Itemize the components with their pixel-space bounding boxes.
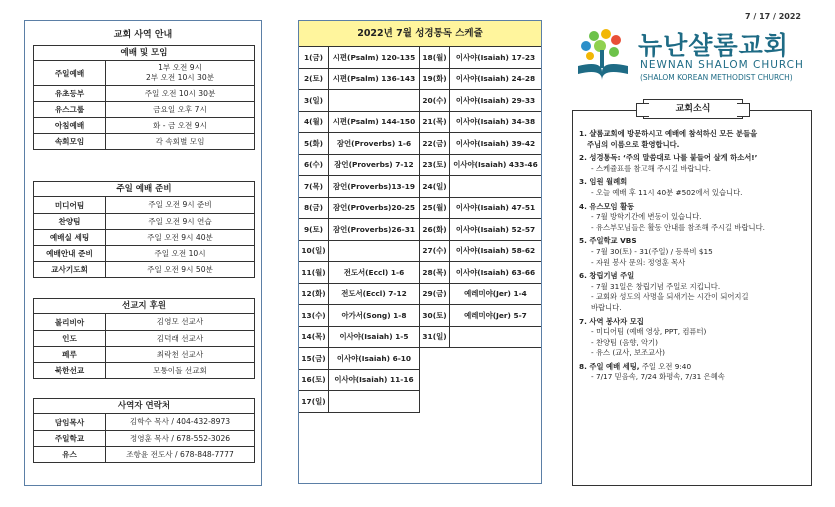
tree-book-icon [572, 26, 634, 84]
news-item-heading [579, 271, 807, 282]
info-row-value [106, 431, 254, 446]
info-section-title: 사역자 연락처 [34, 399, 254, 414]
info-row-value-line: 최락천 선교사 [156, 349, 204, 359]
news-item-heading-text: 6. 창립기념 주일 [579, 271, 635, 281]
info-row-label: 속회모임 [34, 134, 106, 149]
schedule-day: 1(금) [299, 47, 329, 68]
info-row-value [106, 447, 254, 462]
news-item-detail: - 미디어팀 (예배 영상, PPT, 컴퓨터) [591, 327, 707, 337]
news-item-heading-text: 3. 임원 월례회 [579, 177, 628, 187]
news-item-detail: - 찬양팀 (음향, 악기) [591, 337, 658, 347]
info-row-label: 교사기도회 [34, 262, 106, 277]
news-item-heading-text: 4. 유스모임 활동 [579, 201, 635, 211]
info-row-value [106, 214, 254, 229]
info-section-title: 예배 및 모임 [34, 46, 254, 61]
info-row-value-line: 1부 오전 9시 [158, 63, 202, 72]
info-section-title: 주일 예배 준비 [34, 182, 254, 197]
info-row [34, 61, 254, 85]
info-row-value-line: 정영훈 목사 / 678-552-3026 [129, 433, 231, 443]
schedule-day: 16(토) [299, 370, 329, 391]
news-item [579, 236, 807, 268]
schedule-reading: 예레미야(Jer) 5-7 [464, 310, 527, 320]
schedule-reading: 이사야(Isaiah) 52-57 [455, 224, 536, 234]
schedule-day: 12(화) [299, 284, 329, 305]
schedule-row [420, 133, 541, 155]
church-logo [572, 26, 812, 86]
news-item-heading-text: 7. 사역 봉사자 모집 [579, 316, 644, 326]
schedule-day: 13(수) [299, 305, 329, 326]
schedule-row [420, 262, 541, 284]
news-item [579, 153, 807, 174]
news-item-heading-text: 2. 성경통독: ‘주의 말씀대로 나를 붙들어 살게 하소서!’ [579, 153, 758, 163]
info-row-value [106, 230, 254, 245]
info-row-value-line: 금요일 오후 7시 [153, 104, 207, 114]
info-row [34, 414, 254, 430]
info-row-value [106, 262, 254, 277]
info-row-label: 담임목사 [34, 414, 106, 430]
info-row [34, 430, 254, 446]
schedule-day: 18(월) [420, 47, 450, 68]
info-row-value-line: 주일 오전 9시 준비 [148, 200, 212, 209]
schedule-row [299, 370, 419, 392]
info-row [34, 261, 254, 277]
schedule-reading: 이사야(Isaiah) 39-42 [455, 138, 536, 148]
news-item [579, 271, 807, 313]
news-item-heading-text: 1. 샬롬교회에 방문하시고 예배에 참석하신 모든 분들을 [579, 129, 758, 138]
info-row-value-line: 김덕래 선교사 [156, 333, 204, 343]
schedule-row [420, 176, 541, 198]
news-item-heading [579, 153, 807, 164]
schedule-row [420, 327, 541, 349]
info-row-value-line: 화 - 금 오전 9시 [153, 120, 207, 130]
schedule-day: 30(토) [420, 305, 450, 326]
schedule-day: 23(토) [420, 155, 450, 176]
news-item [579, 362, 807, 383]
schedule-reading: 아가서(Song) 1-8 [341, 310, 407, 320]
schedule-row [299, 112, 419, 134]
news-item-detail: - 7/17 믿음속, 7/24 화평속, 7/31 은혜속 [591, 372, 725, 382]
schedule-day: 22(금) [420, 133, 450, 154]
schedule-column-right [420, 47, 541, 413]
schedule-row [420, 47, 541, 69]
info-row-label: 예배안내 준비 [34, 246, 106, 261]
schedule-day: 26(화) [420, 219, 450, 240]
schedule-reading: 예레미야(Jer) 1-4 [464, 289, 527, 299]
info-row-value [106, 331, 254, 346]
info-row-label: 찬양팀 [34, 214, 106, 229]
news-item-heading-text: 8. 주일 예배 세팅, [579, 361, 640, 371]
news-item-heading [579, 362, 807, 373]
schedule-reading: 이사야(Isaiah) 6-10 [336, 353, 412, 363]
info-row-value-line: 김학수 목사 / 404-432-8973 [129, 417, 231, 426]
church-news-panel [572, 104, 812, 486]
schedule-day: 19(화) [420, 69, 450, 90]
schedule-reading [329, 391, 419, 412]
schedule-day: 27(수) [420, 241, 450, 262]
news-item [579, 129, 807, 150]
schedule-row [299, 241, 419, 263]
info-row-label: 북한선교 [34, 363, 106, 378]
schedule-day: 3(일) [299, 90, 329, 111]
info-row-label: 유초등부 [34, 86, 106, 101]
info-row-value-line: 김영모 선교사 [156, 317, 204, 326]
news-item-detail: - 스케쥴표를 참고해 주시길 바랍니다. [591, 163, 711, 173]
news-item-detail: - 유스 (교사, 보조교사) [591, 348, 665, 358]
schedule-row [299, 155, 419, 177]
info-row-value-line: 모퉁이돌 선교회 [153, 365, 207, 375]
church-news-title: 교회소식 [643, 99, 743, 119]
info-row-value [106, 86, 254, 101]
info-row-label: 미디어팀 [34, 197, 106, 213]
schedule-day: 2(토) [299, 69, 329, 90]
info-section [33, 181, 255, 278]
news-item-heading-detail: 주일 오전 9:40 [639, 361, 692, 371]
info-row-value [106, 197, 254, 213]
schedule-day: 21(목) [420, 112, 450, 133]
schedule-day: 17(일) [299, 391, 329, 412]
news-item-detail: - 오늘 예배 후 11시 40분 #502에서 있습니다. [591, 187, 743, 197]
news-item [579, 317, 807, 359]
schedule-reading: 시편(Psalm) 144-150 [332, 117, 416, 127]
news-item-heading-text: 5. 주일학교 VBS [579, 236, 637, 246]
schedule-reading: 이사야(Isaiah) 17-23 [455, 52, 536, 62]
info-row-value-line: 각 속회별 모임 [155, 136, 205, 146]
schedule-reading: 이사야(Isaiah) 1-5 [339, 332, 409, 342]
schedule-row [299, 133, 419, 155]
schedule-row [299, 219, 419, 241]
schedule-day: 6(수) [299, 155, 329, 176]
info-row-value [106, 246, 254, 261]
schedule-grid [299, 47, 541, 413]
church-name-korean: 뉴난샬롬교회 [638, 31, 789, 60]
schedule-row [299, 47, 419, 69]
schedule-reading: 이사야(Isaiah) 433-46 [453, 160, 538, 170]
schedule-column-left [299, 47, 420, 413]
news-item-heading [579, 129, 807, 140]
schedule-reading: 잠언(Pr0verbs)20-25 [332, 203, 416, 213]
info-row [34, 314, 254, 330]
schedule-row [299, 284, 419, 306]
schedule-day: 29(금) [420, 284, 450, 305]
news-item-detail: - 7월 31일은 창립기념 주일로 지킵니다. [591, 281, 721, 291]
info-row-label: 아침예배 [34, 118, 106, 133]
info-row-label: 유스그룹 [34, 102, 106, 117]
schedule-reading: 전도서(Eccl) 7-12 [341, 289, 407, 299]
news-item-detail: 바랍니다. [591, 302, 622, 312]
schedule-row [420, 155, 541, 177]
schedule-day: 11(월) [299, 262, 329, 283]
church-news-list [579, 129, 807, 386]
schedule-row [299, 69, 419, 91]
schedule-row [299, 327, 419, 349]
info-row [34, 330, 254, 346]
church-name-english: NEWNAN SHALOM CHURCH [640, 59, 804, 71]
info-row-value [106, 102, 254, 117]
schedule-reading [450, 327, 541, 348]
info-row-label: 볼리비아 [34, 314, 106, 330]
bible-reading-schedule [298, 20, 542, 484]
info-section [33, 45, 255, 150]
schedule-reading: 잠언(Proverbs) 1-6 [336, 138, 412, 148]
schedule-reading [329, 241, 419, 262]
news-item [579, 177, 807, 198]
schedule-reading: 시편(Psalm) 120-135 [332, 52, 416, 62]
news-item-heading [579, 236, 807, 247]
schedule-reading: 잠언(Proverbs)13-19 [333, 181, 415, 191]
schedule-day: 5(화) [299, 133, 329, 154]
schedule-reading: 이사야(Isaiah) 24-28 [455, 74, 536, 84]
schedule-day: 4(월) [299, 112, 329, 133]
info-row [34, 213, 254, 229]
info-section-title: 선교지 후원 [34, 299, 254, 314]
info-section [33, 298, 255, 379]
schedule-reading: 시편(Psalm) 136-143 [332, 74, 416, 84]
schedule-row [299, 90, 419, 112]
info-row [34, 362, 254, 378]
schedule-row [420, 112, 541, 134]
schedule-day: 9(토) [299, 219, 329, 240]
info-row [34, 133, 254, 149]
info-row-value-line: 주일 오전 9시 50분 [147, 264, 213, 274]
info-row-value-line: 주일 오전 9시 연습 [148, 216, 212, 226]
info-row [34, 245, 254, 261]
info-row [34, 229, 254, 245]
info-row [34, 85, 254, 101]
schedule-row [299, 391, 419, 413]
info-row-value-line: 주일 오전 9시 40분 [147, 232, 213, 242]
news-item-detail: - 7월 방학기간에 변동이 있습니다. [591, 212, 702, 222]
schedule-reading: 이사야(Isaiah) 34-38 [455, 117, 536, 127]
schedule-reading: 잠언(Proverbs) 7-12 [334, 160, 414, 170]
schedule-reading [329, 90, 419, 111]
info-row [34, 446, 254, 462]
schedule-row [299, 348, 419, 370]
schedule-row [299, 176, 419, 198]
info-row-value-line: 주일 오전 10시 30분 [144, 88, 216, 98]
info-row [34, 101, 254, 117]
info-row-label: 유스 [34, 447, 106, 462]
schedule-row [420, 69, 541, 91]
schedule-day: 10(일) [299, 241, 329, 262]
schedule-row [299, 198, 419, 220]
schedule-row [299, 262, 419, 284]
schedule-reading [450, 176, 541, 197]
church-name-english-sub: (SHALOM KOREAN METHODIST CHURCH) [640, 73, 793, 82]
news-item-continuation: 주님의 이름으로 환영합니다. [587, 139, 680, 149]
ministry-info-title: 교회 사역 안내 [113, 30, 173, 40]
news-item-detail: - 유스부모님들은 활동 안내를 참조해 주시길 바랍니다. [591, 222, 765, 232]
info-row [34, 117, 254, 133]
schedule-row [420, 241, 541, 263]
ministry-info-panel [24, 20, 262, 486]
schedule-reading: 이사야(Isaiah) 47-51 [455, 203, 536, 213]
info-row-value [106, 414, 254, 430]
schedule-day: 15(금) [299, 348, 329, 369]
schedule-day: 25(월) [420, 198, 450, 219]
news-item-detail: - 7월 30(토) - 31(주일) / 등록비 $15 [591, 246, 713, 256]
news-item-heading [579, 202, 807, 213]
news-item-detail: - 자원 봉사 문의: 정영훈 목사 [591, 257, 686, 267]
info-row-value [106, 314, 254, 330]
info-row [34, 346, 254, 362]
schedule-day: 14(목) [299, 327, 329, 348]
schedule-row [299, 305, 419, 327]
schedule-reading: 이사야(Isaiah) 63-66 [455, 267, 536, 277]
info-row-value [106, 61, 254, 85]
info-row-label: 예배실 세팅 [34, 230, 106, 245]
info-row [34, 197, 254, 213]
info-row-label: 인도 [34, 331, 106, 346]
info-row-value [106, 134, 254, 149]
info-row-value [106, 347, 254, 362]
schedule-reading: 이사야(Isaiah) 58-62 [455, 246, 536, 256]
news-item-heading [579, 317, 807, 328]
schedule-title: 2022년 7월 성경통독 스케쥴 [299, 21, 541, 47]
schedule-day: 7(목) [299, 176, 329, 197]
schedule-day: 28(목) [420, 262, 450, 283]
info-section [33, 398, 255, 463]
schedule-row [420, 90, 541, 112]
schedule-reading: 이사야(Isaiah) 29-33 [455, 95, 536, 105]
info-row-label: 주일예배 [34, 61, 106, 85]
schedule-row [420, 305, 541, 327]
news-item-detail: - 교회와 성도의 사명을 되새기는 시간이 되어지길 [591, 292, 749, 302]
schedule-row [420, 219, 541, 241]
schedule-day: 31(일) [420, 327, 450, 348]
schedule-reading: 이사야(Isaiah) 11-16 [334, 375, 414, 385]
info-row-value-line: 2부 오전 10시 30분 [145, 73, 215, 82]
schedule-row [420, 198, 541, 220]
schedule-day: 8(금) [299, 198, 329, 219]
info-row-label: 페루 [34, 347, 106, 362]
info-row-value-line: 조항윤 전도사 / 678-848-7777 [126, 449, 234, 459]
schedule-row [420, 284, 541, 306]
schedule-day: 20(수) [420, 90, 450, 111]
schedule-reading: 전도서(Eccl) 1-6 [343, 267, 405, 277]
info-row-value [106, 363, 254, 378]
info-row-label: 주일학교 [34, 431, 106, 446]
news-item-heading [579, 177, 807, 188]
info-row-value [106, 118, 254, 133]
schedule-day: 24(일) [420, 176, 450, 197]
bulletin-date: 7 / 17 / 2022 [745, 12, 801, 21]
info-row-value-line: 주일 오전 10시 [154, 248, 206, 258]
news-item [579, 202, 807, 234]
schedule-reading: 잠언(Proverbs)26-31 [333, 224, 415, 234]
